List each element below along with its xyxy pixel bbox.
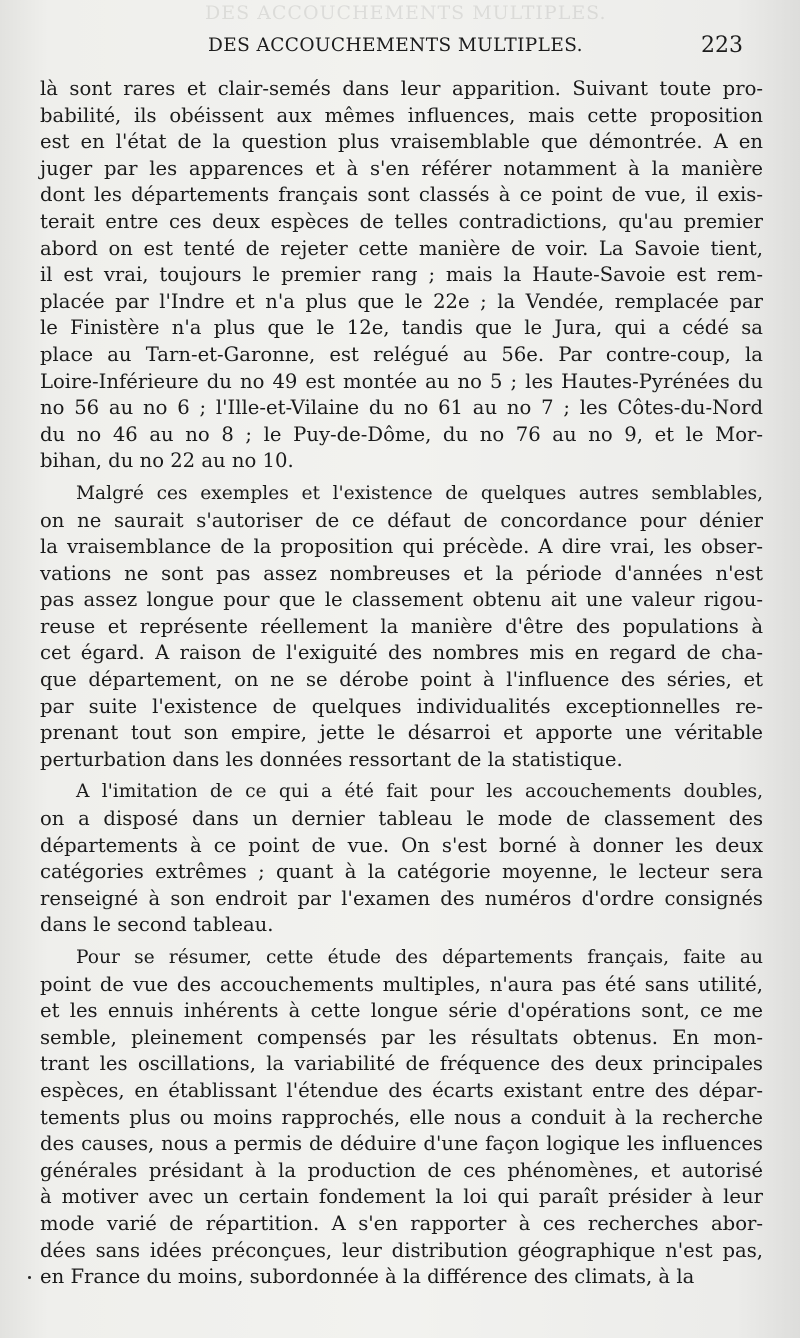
text-line: la vraisemblance de la proposition qui précède. A dire vrai, les obser-	[40, 535, 763, 559]
bleed-through-text: DES ACCOUCHEMENTS MULTIPLES.	[205, 2, 607, 24]
text-line: on ne saurait s'autoriser de ce défaut de concordance pour dénier	[40, 508, 763, 532]
text-line: on a disposé dans un dernier tableau le mode de classement des	[40, 807, 763, 831]
text-line: des causes, nous a permis de déduire d'une façon logique les influences	[40, 1132, 763, 1156]
paragraph	[40, 76, 763, 475]
text-line: là sont rares et clair-semés dans leur apparition. Suivant toute pro-	[40, 77, 763, 100]
text-line: pas assez longue pour que le classement obtenu ait une valeur rigou-	[40, 588, 763, 612]
paragraph	[40, 779, 763, 939]
text-line: dées sans idées préconçues, leur distribution géographique n'est pas,	[40, 1238, 763, 1262]
text-line: cet égard. A raison de l'exiguité des nombres mis en regard de cha-	[40, 641, 763, 665]
text-line: perturbation dans les données ressortant de la statistique.	[40, 747, 623, 771]
text-line: terait entre ces deux espèces de telles contradictions, qu'au premier	[40, 209, 763, 233]
text-line: départements à ce point de vue. On s'est borné à donner les deux	[40, 833, 763, 857]
text-line: renseigné à son endroit par l'examen des numéros d'ordre consignés	[40, 886, 763, 910]
text-line: abord on est tenté de rejeter cette manière de voir. La Savoie tient,	[40, 236, 763, 260]
text-line: par suite l'existence de quelques individualités exceptionnelles re-	[40, 694, 763, 718]
running-head	[60, 35, 743, 67]
text-line: Pour se résumer, cette étude des départements français, faite au	[76, 947, 763, 968]
text-line: du no 46 au no 8 ; le Puy-de-Dôme, du no 76 au no 9, et le Mor-	[40, 422, 763, 446]
text-line: tements plus ou moins rapprochés, elle nous a conduit à la recherche	[40, 1105, 763, 1129]
paragraph	[40, 945, 763, 1291]
text-line: dont les départements français sont classés à ce point de vue, il exis-	[40, 183, 763, 207]
text-line: que département, on ne se dérobe point à l'influence des séries, et	[40, 668, 763, 692]
text-line: générales présidant à la production de ces phénomènes, et autorisé	[40, 1158, 763, 1182]
text-line: no 56 au no 6 ; l'Ille-et-Vilaine du no 61 au no 7 ; les Côtes-du-Nord	[40, 396, 763, 420]
text-line: il est vrai, toujours le premier rang ; mais la Haute-Savoie est rem-	[40, 263, 763, 287]
text-line: bihan, du no 22 au no 10.	[40, 449, 294, 473]
body-text	[40, 76, 763, 1291]
text-line: reuse et représente réellement la manière d'être des populations à	[40, 614, 763, 638]
text-line: prenant tout son empire, jette le désarroi et apporte une véritable	[40, 721, 763, 745]
text-line: point de vue des accouchements multiples, n'aura pas été sans utilité,	[40, 972, 763, 996]
text-line: juger par les apparences et à s'en référer notamment à la manière	[40, 156, 763, 180]
text-line: mode varié de répartition. A s'en rapporter à ces recherches abor-	[40, 1211, 763, 1235]
text-line: et les ennuis inhérents à cette longue série d'opérations sont, ce me	[40, 999, 763, 1023]
running-head-title: DES ACCOUCHEMENTS MULTIPLES.	[208, 35, 583, 56]
text-line: Malgré ces exemples et l'existence de quelques autres semblables,	[76, 482, 763, 504]
text-line: babilité, ils obéissent aux mêmes influences, mais cette proposition	[40, 103, 763, 127]
page-number: 223	[701, 33, 743, 58]
text-line: Loire-Inférieure du no 49 est montée au no 5 ; les Hautes-Pyrénées du	[40, 369, 763, 393]
text-line: vations ne sont pas assez nombreuses et la période d'années n'est	[40, 561, 763, 585]
text-line: catégories extrêmes ; quant à la catégorie moyenne, le lecteur sera	[40, 860, 763, 884]
text-line: A l'imitation de ce qui a été fait pour les accouchements doubles,	[76, 781, 763, 803]
text-line: espèces, en établissant l'étendue des écarts existant entre des dépar-	[40, 1078, 763, 1102]
paragraph	[40, 481, 763, 774]
text-line: semble, pleinement compensés par les résultats obtenus. En mon-	[40, 1025, 763, 1049]
text-line: en France du moins, subordonnée à la différence des climats, à la	[40, 1265, 695, 1289]
text-line: dans le second tableau.	[40, 913, 274, 937]
ink-speck	[28, 1276, 31, 1279]
text-line: trant les oscillations, la variabilité de fréquence des deux principales	[40, 1052, 763, 1076]
text-line: à motiver avec un certain fondement la loi qui paraît présider à leur	[40, 1185, 763, 1209]
text-line: est en l'état de la question plus vraisemblable que démontrée. A en	[40, 130, 763, 154]
text-line: le Finistère n'a plus que le 12e, tandis que le Jura, qui a cédé sa	[40, 316, 763, 340]
text-line: placée par l'Indre et n'a plus que le 22e ; la Vendée, remplacée par	[40, 289, 763, 313]
text-line: place au Tarn-et-Garonne, est relégué au 56e. Par contre-coup, la	[40, 342, 763, 366]
